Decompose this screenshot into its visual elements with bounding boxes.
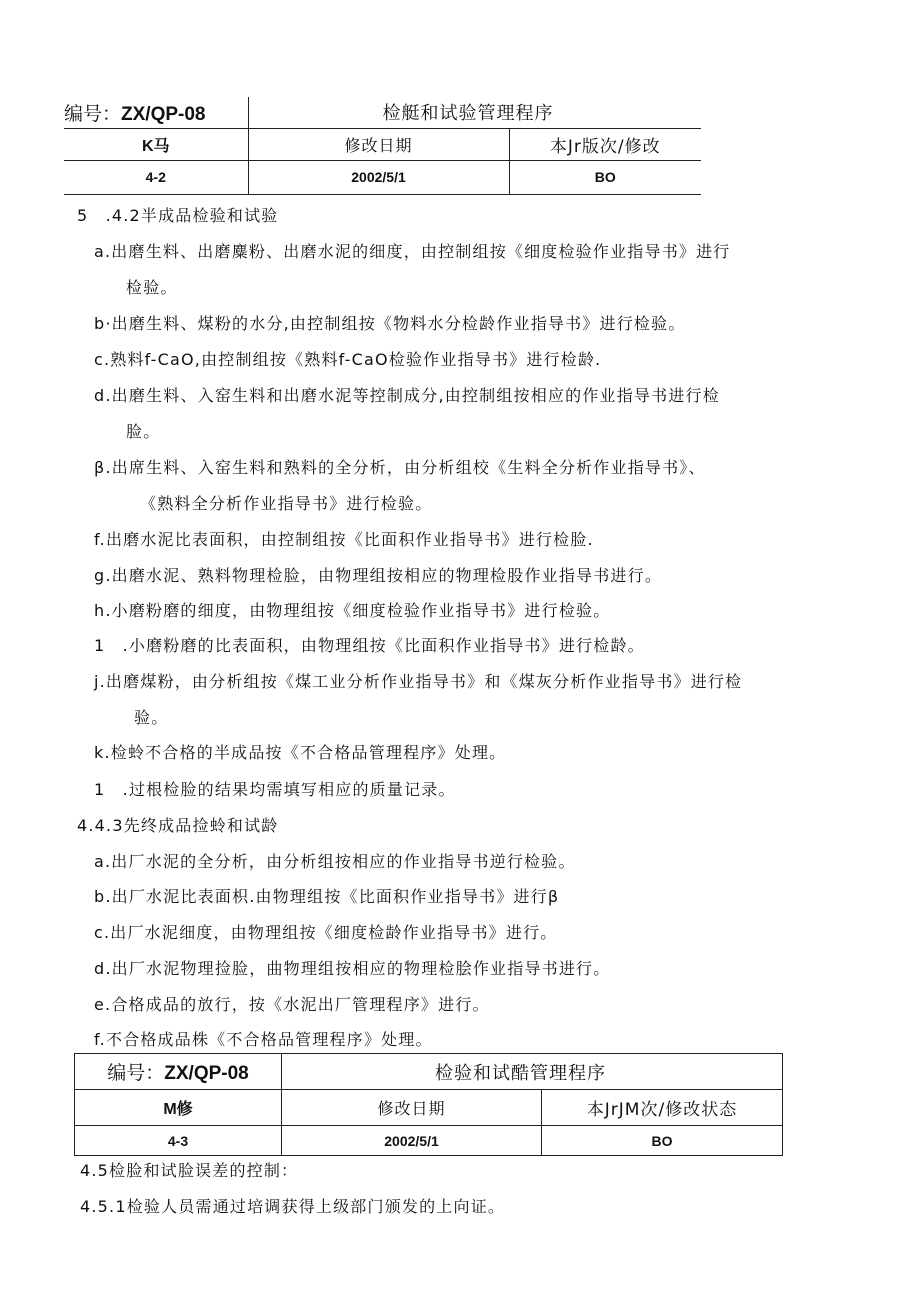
body-line: k.检蛉不合格的半成品按《不合格品管理程序》处理。	[94, 743, 507, 762]
body-line: 4.5.1检验人员需通过培调获得上级部门颁发的上向证。	[80, 1197, 506, 1216]
doc-code-value: ZX/QP-08	[164, 1063, 249, 1084]
header-table-1	[64, 97, 701, 195]
body-line: b.出厂水泥比表面枳.由物理组按《比面积作业指导书》进行β	[94, 887, 560, 906]
section-heading: 4.5检脸和试脸误差的控制：	[80, 1161, 299, 1180]
version-status: BO	[509, 160, 701, 194]
body-line: b·出磨生料、煤粉的水分,由控制组按《物料水分检龄作业指导书》进行检验。	[94, 314, 686, 333]
version-status: BO	[651, 1132, 673, 1149]
body-line: a.出磨生料、出磨麋粉、出磨水泥的细度，由控制组按《细度检验作业指导书》进行	[94, 242, 731, 261]
body-line: c.出厂水泥细度，由物理组按《细度检龄作业指导书》进行。	[94, 923, 558, 942]
body-line: h.小磨粉磨的细度，由物理组按《细度检验作业指导书》进行检验。	[94, 601, 611, 620]
body-line: 验。	[134, 708, 169, 727]
revision-date: 2002/5/1	[248, 160, 509, 194]
header-table-2	[74, 1053, 783, 1156]
body-line: j.出磨煤粉，由分析组按《煤工业分析作业指导书》和《煤灰分析作业指导书》进行检	[94, 672, 743, 691]
section-heading: 4.4.3先终成品捡蛉和试龄	[77, 816, 279, 835]
doc-code-label: 编号：	[107, 1062, 165, 1084]
col-page-header: K马	[64, 128, 248, 160]
body-line: e.合格成品的放行，按《水泥出厂管理程序》进行。	[94, 995, 490, 1014]
body-line: a.出厂水泥的全分析，由分析组按相应的作业指导书逆行检验。	[94, 852, 576, 871]
body-line: c.熟料f-CaO,由控制组按《熟料f-CaO检验作业指导书》进行检龄.	[94, 350, 602, 369]
page-number: 4-2	[64, 160, 248, 194]
revision-date: 2002/5/1	[282, 1126, 542, 1156]
body-line: β.出席生料、入窑生料和熟料的全分析，由分析组校《生料全分析作业指导书》、	[94, 458, 706, 477]
body-line: d.出厂水泥物理捡脸，曲物理组按相应的物理检脍作业指导书进行。	[94, 959, 611, 978]
body-line: f.不合格成品株《不合格品管理程序》处理。	[94, 1030, 433, 1049]
body-line: d.出磨生料、入窑生料和出磨水泥等控制成分,由控制组按相应的作业指导书进行检	[94, 386, 720, 405]
col-page-header: M修	[75, 1090, 282, 1126]
col-version-header: 本Jr版次/修改	[509, 128, 701, 160]
col-date-header: 修改日期	[248, 128, 509, 160]
doc-code	[75, 1054, 282, 1090]
body-line: g.出磨水泥、熟料物理检脸，由物理组按相应的物理检股作业指导书进行。	[94, 566, 663, 585]
doc-title: 检验和试酷管理程序	[282, 1054, 783, 1090]
doc-title: 检艇和试验管理程序	[382, 103, 554, 125]
body-line: 《熟料全分析作业指导书》进行检验。	[140, 494, 433, 513]
doc-code-value: ZX/QP-08	[121, 103, 206, 125]
page-number: 4-3	[75, 1126, 282, 1156]
doc-code	[64, 97, 248, 128]
body-line: 1 .过根检脸的结果均需填写相应的质量记录。	[94, 780, 456, 799]
body-line: f.出磨水泥比表面积，由控制组按《比面积作业指导书》进行检脸.	[94, 530, 594, 549]
body-line: 脸。	[126, 422, 161, 441]
col-version-header: 本JrJM次/修改状态	[542, 1090, 783, 1126]
body-line: 1 .小磨粉磨的比表面积，由物理组按《比面积作业指导书》进行检龄。	[94, 636, 645, 655]
col-date-header: 修改日期	[282, 1090, 542, 1126]
section-heading: 5 .4.2半成品检验和试验	[77, 206, 279, 225]
body-line: 检验。	[126, 278, 178, 297]
doc-code-label: 编号：	[64, 102, 122, 125]
